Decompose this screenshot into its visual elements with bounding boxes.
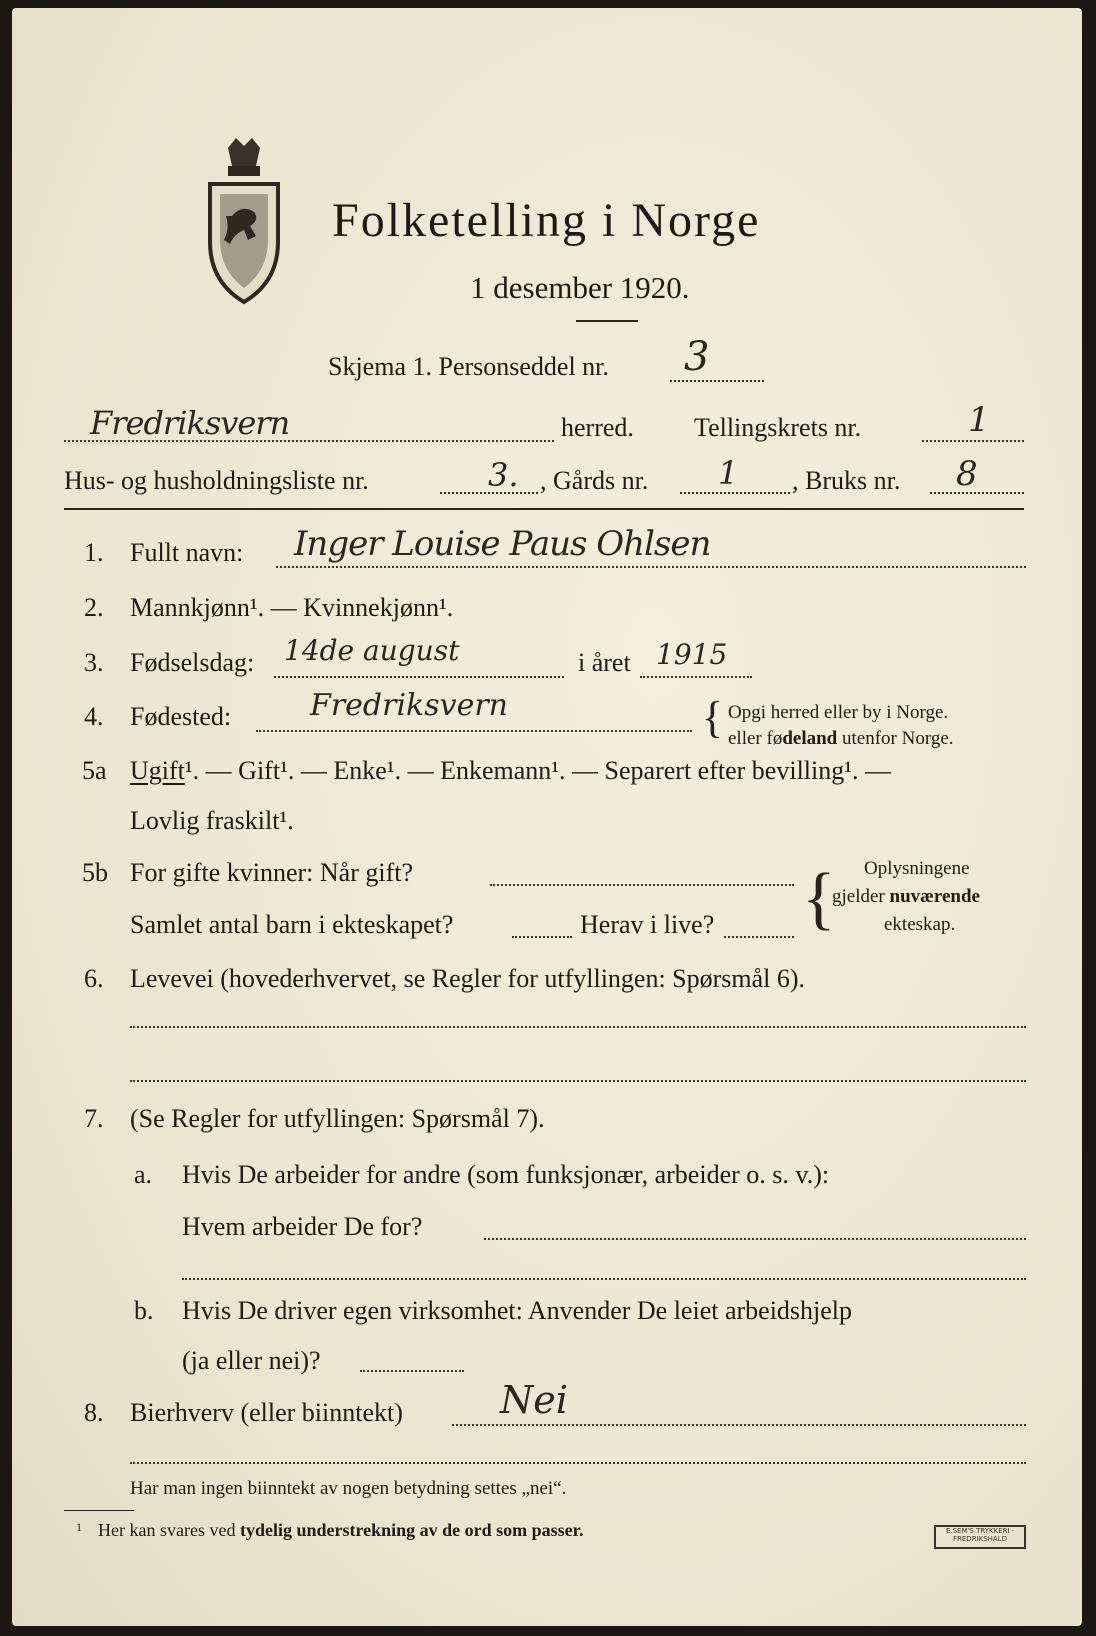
q7a-line2: Hvem arbeider De for?	[182, 1212, 423, 1241]
schema-label: Skjema 1. Personseddel nr.	[328, 352, 609, 381]
q1-full-name-value[interactable]: Inger Louise Paus Ohlsen	[294, 524, 711, 564]
q5a-line2[interactable]: Lovlig fraskilt¹.	[130, 806, 294, 835]
q5b-married-field-line[interactable]	[490, 884, 794, 886]
form-title: Folketelling i Norge	[332, 194, 761, 247]
q3-field-line	[274, 676, 564, 678]
q3-year-field-line	[640, 676, 752, 678]
q1-label: Fullt navn:	[130, 538, 244, 567]
q5a-marital-options[interactable]: Ugift¹. — Gift¹. — Enke¹. — Enkemann¹. — Separert efter bevilling¹. —	[130, 756, 892, 785]
q5b-note3: ekteskap.	[884, 914, 956, 935]
header-rule	[64, 508, 1024, 510]
q2-gender-options[interactable]: Mannkjønn¹. — Kvinnekjønn¹.	[130, 593, 454, 622]
q8-field-line2[interactable]	[130, 1462, 1026, 1464]
footnote-text: Her kan svares ved tydelig understrekning av de ord som passer.	[98, 1520, 584, 1540]
tellingskrets-field-line	[922, 440, 1024, 442]
tellingskrets-label: Tellingskrets nr.	[694, 413, 862, 442]
q2-number: 2.	[84, 593, 104, 622]
gards-field-line	[680, 492, 790, 494]
q7a-line1: Hvis De arbeider for andre (som funksjonær, arbeider o. s. v.):	[182, 1160, 830, 1189]
q5b-number: 5b	[82, 858, 108, 887]
q4-number: 4.	[84, 702, 104, 731]
q5b-note2: gjelder nuværende	[832, 886, 980, 907]
q5b-alive-field-line[interactable]	[724, 936, 794, 938]
q4-note-line2: eller fødeland utenfor Norge.	[728, 728, 954, 749]
q7a-field-line2[interactable]	[182, 1278, 1026, 1280]
q4-label: Fødested:	[130, 702, 232, 731]
q7a-field-line1[interactable]	[484, 1238, 1026, 1240]
q6-label: Levevei (hovederhvervet, se Regler for utfyllingen: Spørsmål 6).	[130, 964, 806, 993]
q7a-number: a.	[134, 1160, 153, 1189]
q4-brace: {	[702, 693, 724, 742]
q7-label: (Se Regler for utfyllingen: Spørsmål 7).	[130, 1104, 545, 1133]
bruks-label: , Bruks nr.	[792, 466, 901, 495]
q5b-herav-label: Herav i live?	[580, 910, 715, 939]
q5a-ugift-selected[interactable]: Ugift	[130, 756, 185, 785]
census-form	[12, 8, 1082, 1626]
q7b-field-line[interactable]	[360, 1370, 464, 1372]
q3-label: Fødselsdag:	[130, 648, 255, 677]
title-divider	[576, 320, 638, 322]
q5b-line2: Samlet antal barn i ekteskapet?	[130, 910, 454, 939]
personseddel-field-line	[670, 380, 764, 382]
q3-birthdate-value[interactable]: 14de august	[284, 634, 460, 667]
q3-number: 3.	[84, 648, 104, 677]
q4-birthplace-value[interactable]: Fredriksvern	[310, 688, 508, 723]
q8-number: 8.	[84, 1398, 104, 1427]
norwegian-coat-of-arms-icon	[198, 136, 290, 306]
q4-field-line	[256, 730, 692, 732]
herred-label: herred.	[561, 413, 634, 442]
q6-number: 6.	[84, 964, 104, 993]
q8-label: Bierhverv (eller biinntekt)	[130, 1398, 403, 1427]
q8-field-line[interactable]	[452, 1424, 1026, 1426]
census-date: 1 desember 1920.	[470, 270, 690, 305]
q5b-note1: Oplysningene	[864, 858, 970, 879]
q7b-number: b.	[134, 1296, 154, 1325]
tellingskrets-value[interactable]: 1	[968, 400, 990, 440]
q5b-brace: {	[802, 860, 836, 937]
bruks-value[interactable]: 8	[956, 454, 978, 494]
footnote-mark: 1	[76, 1520, 82, 1534]
printer-stamp: E.SEM'S TRYKKERI · FREDRIKSHALD	[934, 1525, 1026, 1549]
personseddel-nr-value[interactable]: 3	[684, 334, 710, 380]
q6-field-line1[interactable]	[130, 1026, 1026, 1028]
gards-value[interactable]: 1	[718, 454, 739, 492]
q7-number: 7.	[84, 1104, 104, 1133]
q1-number: 1.	[84, 538, 104, 567]
q1-field-line	[276, 566, 1026, 568]
q6-field-line2[interactable]	[130, 1080, 1026, 1082]
herred-value[interactable]: Fredriksvern	[90, 404, 290, 442]
household-list-value[interactable]: 3.	[488, 456, 519, 494]
q3-year-label: i året	[578, 648, 631, 677]
q3-year-value[interactable]: 1915	[656, 638, 728, 671]
biinntekt-note: Har man ingen biinntekt av nogen betydning settes „nei“.	[130, 1478, 567, 1499]
q7b-line2: (ja eller nei)?	[182, 1346, 321, 1375]
household-list-label: Hus- og husholdningsliste nr.	[64, 466, 369, 495]
footnote-rule	[64, 1510, 134, 1511]
q5b-children-field-line[interactable]	[512, 936, 572, 938]
q5b-line1: For gifte kvinner: Når gift?	[130, 858, 414, 887]
q8-value[interactable]: Nei	[500, 1378, 568, 1422]
gards-label: , Gårds nr.	[540, 466, 649, 495]
q5a-number: 5a	[82, 756, 107, 785]
q7b-line1: Hvis De driver egen virksomhet: Anvender De leiet arbeidshjelp	[182, 1296, 853, 1325]
q4-note-line1: Opgi herred eller by i Norge.	[728, 702, 949, 723]
